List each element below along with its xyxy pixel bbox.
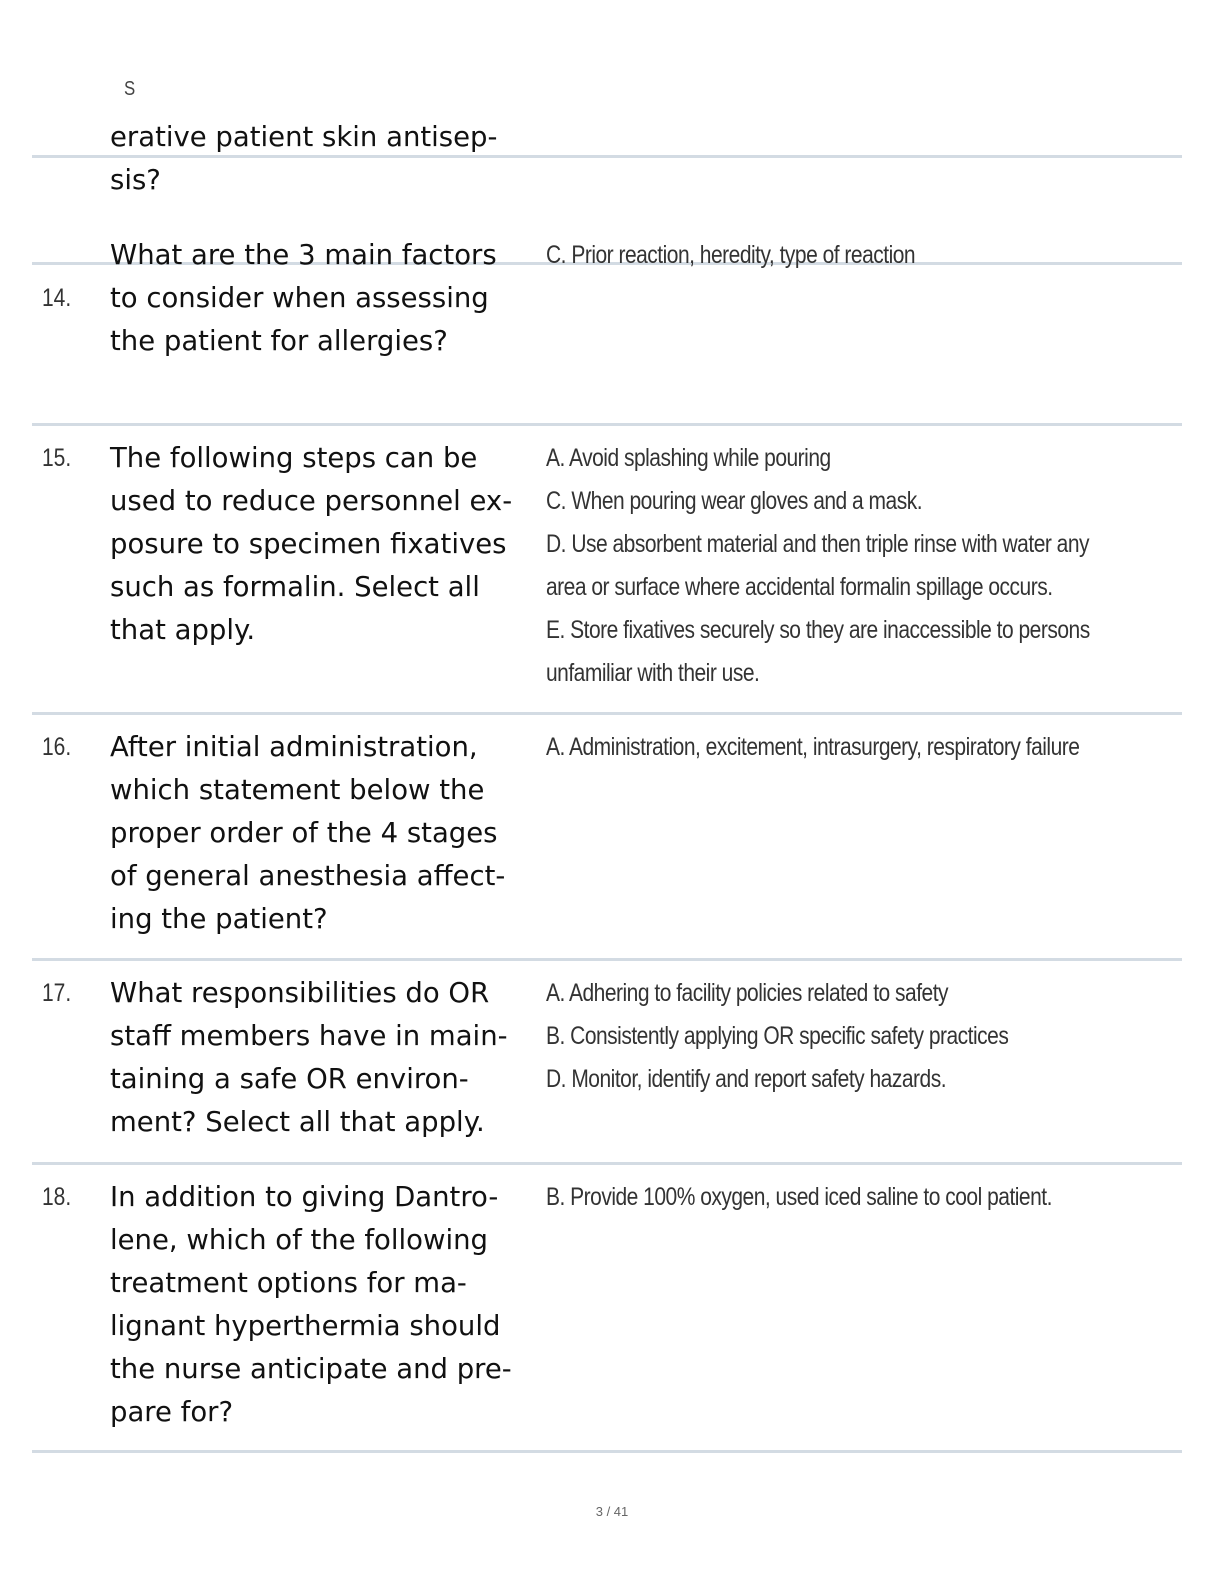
answer-line: A. Avoid splashing while pouring — [546, 444, 831, 472]
question-line: erative patient skin antisep- — [110, 121, 498, 153]
answer-line: E. Store fixatives securely so they are inaccessible to persons — [546, 616, 1090, 644]
row-divider — [32, 423, 1182, 426]
question-line: treatment options for ma- — [110, 1267, 467, 1299]
question-line: the nurse anticipate and pre- — [110, 1353, 512, 1385]
question-line: In addition to giving Dantro- — [110, 1181, 499, 1213]
question-line: What responsibilities do OR — [110, 977, 490, 1009]
row-divider — [32, 1162, 1182, 1165]
question-text — [110, 1176, 540, 1434]
question-line: pare for? — [110, 1396, 234, 1428]
answer-line: C. Prior reaction, heredity, type of reaction — [546, 241, 916, 269]
question-line: ment? Select all that apply. — [110, 1106, 485, 1138]
question-text — [110, 234, 540, 363]
question-line: lene, which of the following — [110, 1224, 488, 1256]
answer-text — [546, 437, 1090, 695]
row-divider — [32, 958, 1182, 961]
page-number: 3 / 41 — [595, 1504, 629, 1519]
answer-line: C. When pouring wear gloves and a mask. — [546, 487, 923, 515]
question-line: posure to specimen fixatives — [110, 528, 507, 560]
previous-question-continuation — [110, 116, 540, 202]
question-line: the patient for allergies? — [110, 325, 448, 357]
question-text — [110, 972, 540, 1144]
question-line: of general anesthesia affect- — [110, 860, 506, 892]
answer-text — [546, 726, 1079, 769]
answer-line: B. Provide 100% oxygen, used iced saline to cool patient. — [546, 1183, 1052, 1211]
question-line: proper order of the 4 stages — [110, 817, 498, 849]
question-line: ing the patient? — [110, 903, 328, 935]
question-line: used to reduce personnel ex- — [110, 485, 513, 517]
question-line: The following steps can be — [110, 442, 478, 474]
question-line: What are the 3 main factors — [110, 239, 497, 271]
question-number: 14. — [42, 284, 72, 312]
row-divider — [32, 155, 1182, 158]
answer-line: D. Use absorbent material and then triple rinse with water any — [546, 530, 1090, 558]
question-line: staff members have in main- — [110, 1020, 508, 1052]
question-text — [110, 437, 540, 652]
answer-line: unfamiliar with their use. — [546, 659, 760, 687]
question-line: which statement below the — [110, 774, 485, 806]
question-number: 17. — [42, 979, 72, 1007]
question-line: that apply. — [110, 614, 256, 646]
question-text — [110, 726, 540, 941]
answer-text — [546, 234, 915, 277]
row-divider — [32, 1450, 1182, 1453]
question-line: taining a safe OR environ- — [110, 1063, 469, 1095]
stray-character: S — [124, 78, 136, 100]
question-line: sis? — [110, 164, 161, 196]
question-line: lignant hyperthermia should — [110, 1310, 501, 1342]
question-number: 15. — [42, 444, 72, 472]
row-divider — [32, 712, 1182, 715]
question-number: 16. — [42, 733, 72, 761]
question-line: to consider when assessing — [110, 282, 489, 314]
answer-text — [546, 1176, 1052, 1219]
answer-line: area or surface where accidental formalin spillage occurs. — [546, 573, 1053, 601]
question-line: such as formalin. Select all — [110, 571, 480, 603]
answer-line: B. Consistently applying OR specific safety practices — [546, 1022, 1009, 1050]
answer-text — [546, 972, 1008, 1101]
answer-line: A. Adhering to facility policies related to safety — [546, 979, 949, 1007]
question-number: 18. — [42, 1183, 72, 1211]
question-line: After initial administration, — [110, 731, 478, 763]
answer-line: A. Administration, excitement, intrasurgery, respiratory failure — [546, 733, 1080, 761]
answer-line: D. Monitor, identify and report safety hazards. — [546, 1065, 947, 1093]
